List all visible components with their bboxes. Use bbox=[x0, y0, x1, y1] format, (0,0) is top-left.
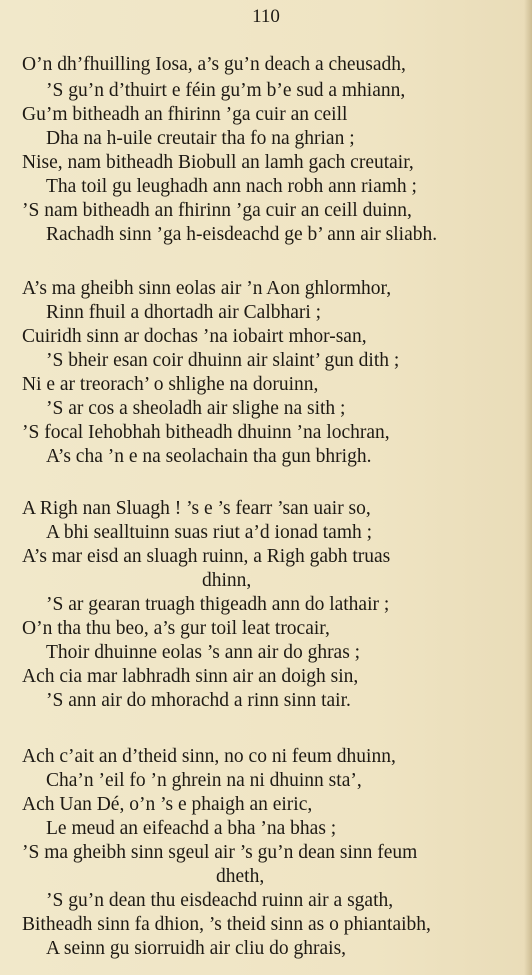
poem-line: A’s mar eisd an sluagh ruinn, a Righ gabh truas bbox=[22, 546, 391, 567]
poem-line: Rinn fhuil a dhortadh air Calbhari ; bbox=[46, 302, 322, 323]
poem-line: A seinn gu siorruidh air cliu do ghrais, bbox=[46, 938, 347, 959]
poem-line: Le meud an eifeachd a bha ’na bhas ; bbox=[46, 818, 337, 839]
page-number: 110 bbox=[252, 6, 280, 27]
poem-line: ’S ann air do mhorachd a rinn sinn tair. bbox=[46, 690, 351, 711]
poem-line: ’S nam bitheadh an fhirinn ’ga cuir an ceill duinn, bbox=[22, 200, 412, 221]
poem-line: ’S gu’n dean thu eisdeachd ruinn air a sgath, bbox=[46, 890, 394, 911]
poem-line: Gu’m bitheadh an fhirinn ’ga cuir an ceill bbox=[22, 104, 348, 125]
poem-line: ’S focal Iehobhah bitheadh dhuinn ’na lochran, bbox=[22, 422, 390, 443]
poem-line: Rachadh sinn ’ga h-eisdeachd ge b’ ann air sliabh. bbox=[46, 224, 438, 245]
poem-line: Ni e ar treorach’ o shlighe na doruinn, bbox=[22, 374, 319, 395]
poem-line-continuation: dheth, bbox=[216, 866, 265, 887]
poem-line: ’S ar cos a sheoladh air slighe na sith ; bbox=[46, 398, 346, 419]
poem-line: ’S bheir esan coir dhuinn air slaint’ gun dith ; bbox=[46, 350, 400, 371]
poem-line: A’s ma gheibh sinn eolas air ’n Aon ghlormhor, bbox=[22, 278, 392, 299]
poem-line-continuation: dhinn, bbox=[202, 570, 252, 591]
poem-line: Thoir dhuinne eolas ’s ann air do ghras ; bbox=[46, 642, 361, 663]
poem-line: O’n tha thu beo, a’s gur toil leat trocair, bbox=[22, 618, 330, 639]
poem-line: ’S ar gearan truagh thigeadh ann do lathair ; bbox=[46, 594, 390, 615]
poem-line: Cuiridh sinn ar dochas ’na iobairt mhor-san, bbox=[22, 326, 367, 347]
poem-line: ’S ma gheibh sinn sgeul air ’s gu’n dean sinn feum bbox=[22, 842, 418, 863]
poem-line: A’s cha ’n e na seolachain tha gun bhrigh. bbox=[46, 446, 372, 467]
poem-line: Bitheadh sinn fa dhion, ’s theid sinn as o phiantaibh, bbox=[22, 914, 431, 935]
poem-line: Cha’n ’eil fo ’n ghrein na ni dhuinn sta’, bbox=[46, 770, 362, 791]
poem-line: A Righ nan Sluagh ! ’s e ’s fearr ’san uair so, bbox=[22, 498, 371, 519]
poem-line: O’n dh’fhuilling Iosa, a’s gu’n deach a cheusadh, bbox=[22, 54, 406, 75]
poem-line: Nise, nam bitheadh Biobull an lamh gach creutair, bbox=[22, 152, 414, 173]
poem-line: A bhi sealltuinn suas riut a’d ionad tamh ; bbox=[46, 522, 373, 543]
poem-line: Tha toil gu leughadh ann nach robh ann riamh ; bbox=[46, 176, 417, 197]
poem-line: Ach Uan Dé, o’n ’s e phaigh an eiric, bbox=[22, 794, 313, 815]
poem-line: Ach cia mar labhradh sinn air an doigh sin, bbox=[22, 666, 359, 687]
poem-line: Dha na h-uile creutair tha fo na ghrian ; bbox=[46, 128, 355, 149]
page-edge-shadow bbox=[524, 0, 532, 975]
poem-line: Ach c’ait an d’theid sinn, no co ni feum dhuinn, bbox=[22, 746, 396, 767]
poem-line: ’S gu’n d’thuirt e féin gu’m b’e sud a mhiann, bbox=[46, 80, 406, 101]
